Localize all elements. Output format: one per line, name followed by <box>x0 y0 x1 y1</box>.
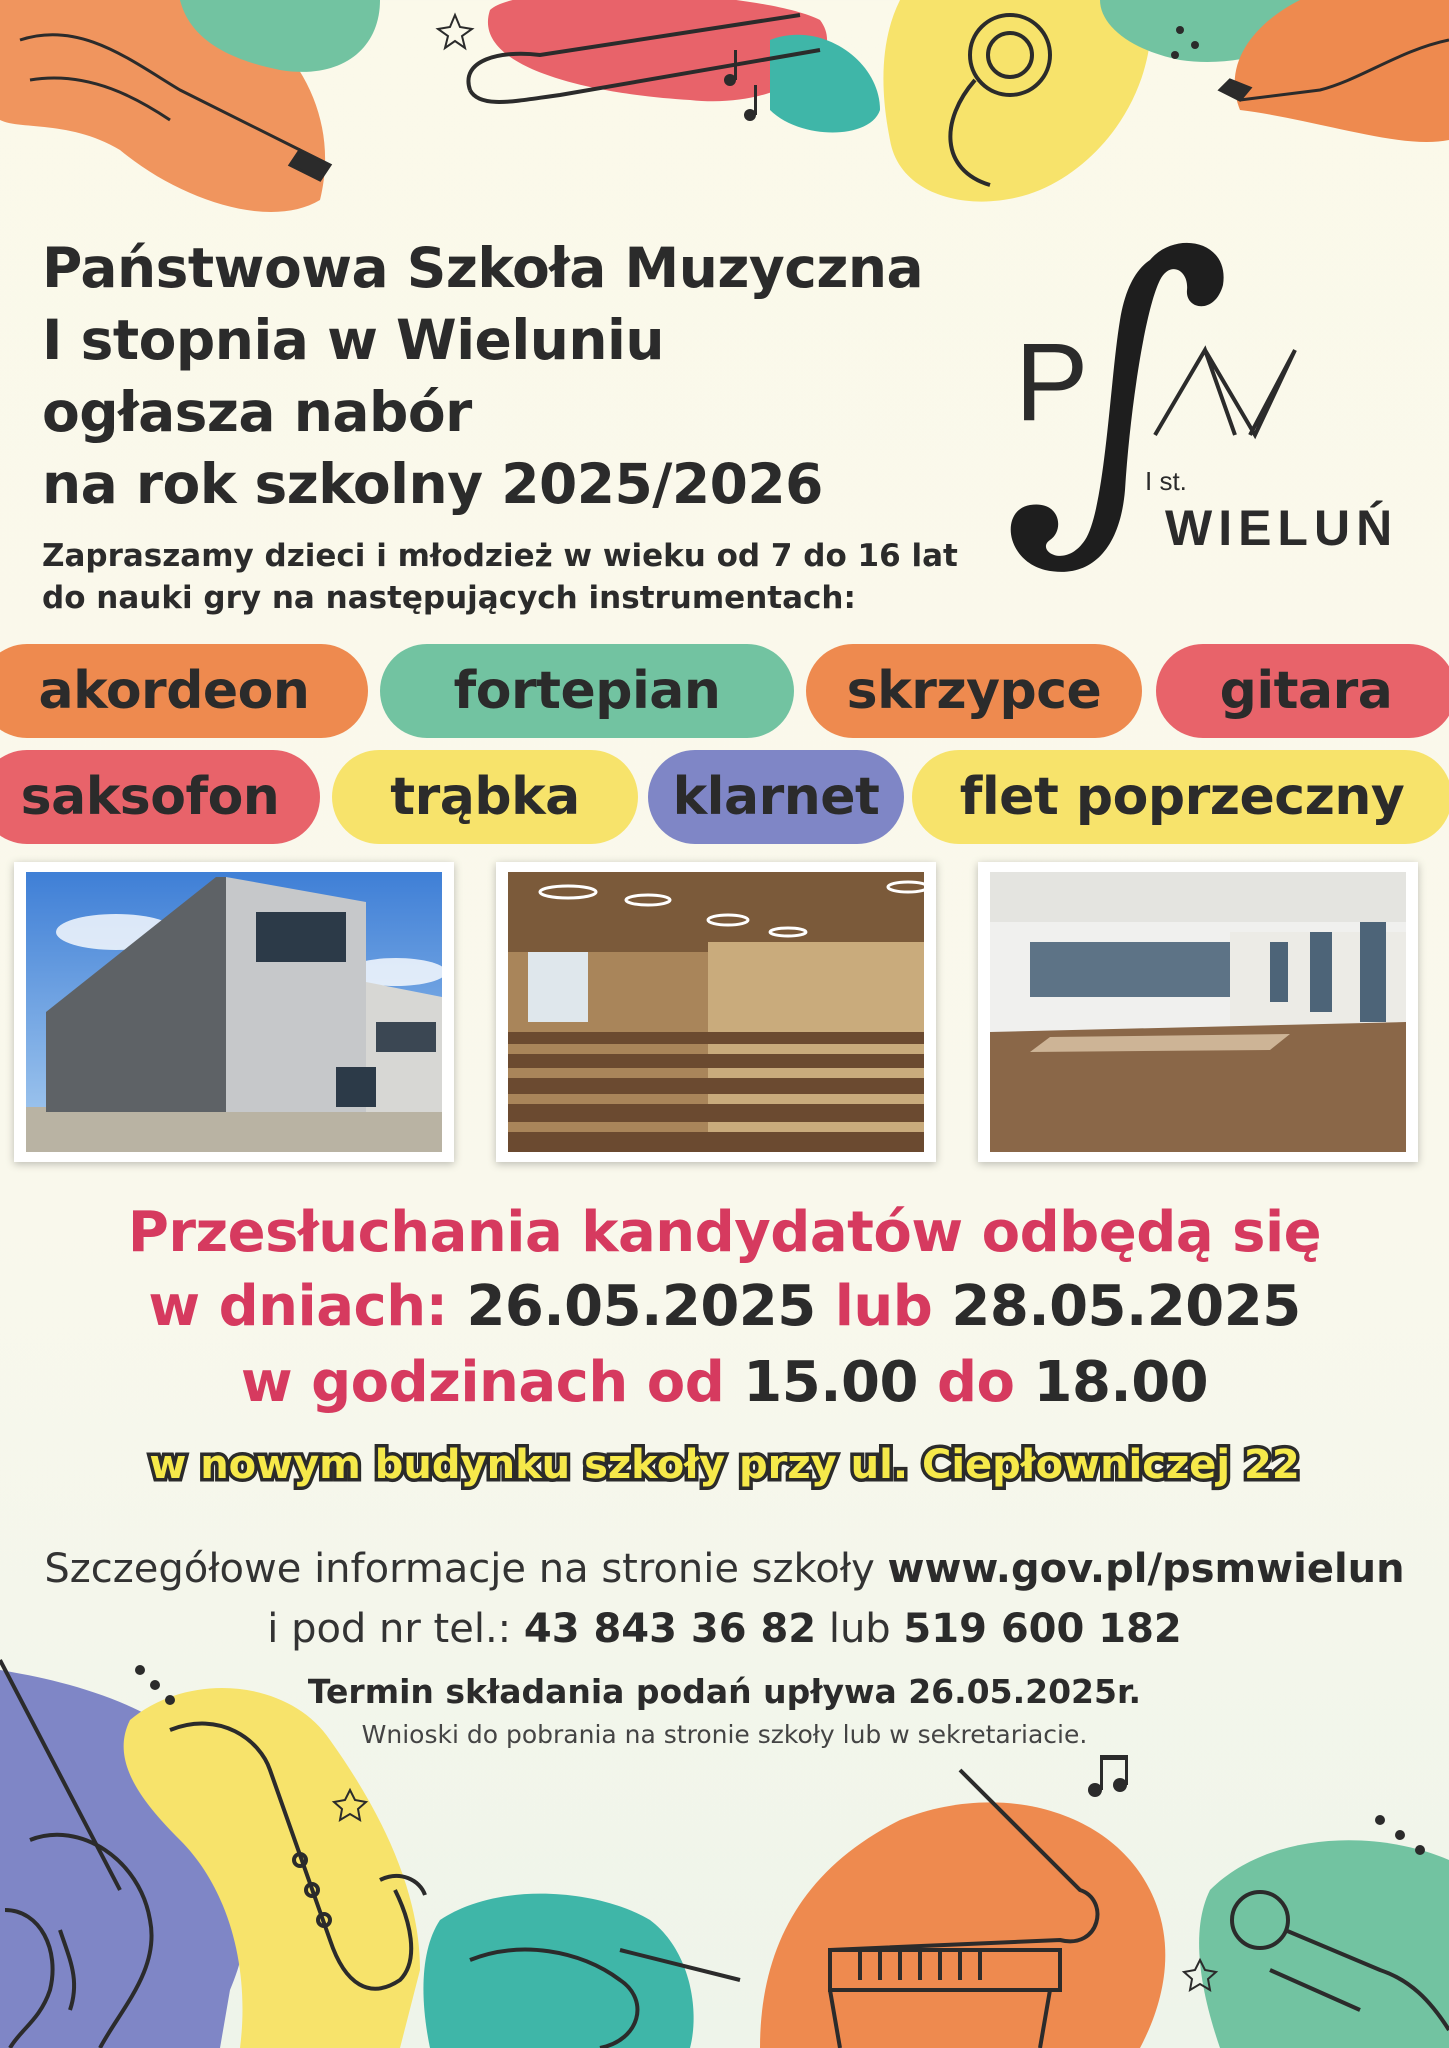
rehearsal-room-image <box>990 872 1406 1152</box>
instrument-label: gitara <box>1219 661 1393 721</box>
logo-letter-p: P <box>1015 321 1089 444</box>
instrument-trabka <box>332 750 638 844</box>
forms-note: Wnioski do pobrania na stronie szkoły lub w sekretariacie. <box>361 1720 1088 1749</box>
concert-hall-image <box>508 872 924 1152</box>
audition-hours <box>0 1350 1449 1415</box>
audition-hours-prefix: w godzinach od <box>240 1350 725 1415</box>
invitation-text <box>42 535 1022 619</box>
instrument-flet-poprzeczny <box>912 750 1449 844</box>
instrument-label: skrzypce <box>846 661 1102 721</box>
headline <box>42 232 982 520</box>
instrument-saksofon <box>0 750 320 844</box>
audition-heading: Przesłuchania kandydatów odbędą się <box>127 1200 1322 1265</box>
application-deadline: Termin składania podań upływa 26.05.2025r. <box>307 1672 1142 1711</box>
audition-time-from: 15.00 <box>743 1350 918 1415</box>
instrument-label: saksofon <box>20 767 280 827</box>
audition-date-2: 28.05.2025 <box>951 1274 1301 1339</box>
headline-line-3: ogłasza nabór <box>42 380 472 444</box>
instrument-label: akordeon <box>38 661 310 721</box>
photo-concert-hall <box>496 862 936 1162</box>
headline-line-4: na rok szkolny 2025/2026 <box>42 452 823 516</box>
logo-degree: I st. <box>1145 466 1187 496</box>
instrument-label: trąbka <box>390 767 580 827</box>
logo-city: WIELUŃ <box>1165 500 1399 556</box>
logo-letter-m <box>1155 350 1295 435</box>
instrument-label: fortepian <box>453 661 721 721</box>
info-website-text: Szczegółowe informacje na stronie szkoły <box>44 1546 875 1592</box>
audition-date-1: 26.05.2025 <box>466 1274 816 1339</box>
school-building-image <box>26 872 442 1152</box>
info-phone-text: i pod nr tel.: <box>267 1606 512 1652</box>
invitation-line-2: do nauki gry na następujących instrumentach: <box>42 580 856 616</box>
invitation-line-1: Zapraszamy dzieci i młodzież w wieku od 7 do 16 lat <box>42 538 958 574</box>
audition-dates <box>0 1274 1449 1339</box>
headline-line-1: Państwowa Szkoła Muzyczna <box>42 236 924 300</box>
audition-dates-prefix: w dniach: <box>148 1274 448 1339</box>
instrument-label: klarnet <box>672 767 880 827</box>
instrument-klarnet <box>648 750 904 844</box>
green-blob-bottom <box>1199 1840 1449 2048</box>
orange-blob-bottom <box>760 1802 1165 2048</box>
instrument-skrzypce <box>806 644 1142 738</box>
photo-school-building <box>14 862 454 1162</box>
instrument-akordeon <box>0 644 368 738</box>
phone-number-1[interactable]: 43 843 36 82 <box>523 1606 817 1652</box>
info-website-line <box>0 1546 1449 1592</box>
photo-rehearsal-room <box>978 862 1418 1162</box>
top-decoration <box>0 0 1449 230</box>
instrument-fortepian <box>380 644 794 738</box>
audition-to: do <box>936 1350 1015 1415</box>
instrument-gitara <box>1156 644 1449 738</box>
teal-blob-bottom <box>423 1894 693 2048</box>
phone-number-2[interactable]: 519 600 182 <box>903 1606 1182 1652</box>
school-address: w nowym budynku szkoły przy ul. Ciepłowniczej 22 <box>149 1442 1300 1488</box>
headline-line-2: I stopnia w Wieluniu <box>42 308 665 372</box>
info-phone-or: lub <box>828 1606 891 1652</box>
school-website-link[interactable]: www.gov.pl/psmwielun <box>887 1546 1405 1592</box>
audition-or: lub <box>834 1274 933 1339</box>
school-logo <box>975 230 1415 590</box>
instrument-label: flet poprzeczny <box>959 767 1405 827</box>
yellow-blob <box>883 0 1151 202</box>
bottom-decoration <box>0 1590 1449 2048</box>
audition-time-to: 18.00 <box>1033 1350 1209 1415</box>
teal-blob <box>770 35 880 133</box>
